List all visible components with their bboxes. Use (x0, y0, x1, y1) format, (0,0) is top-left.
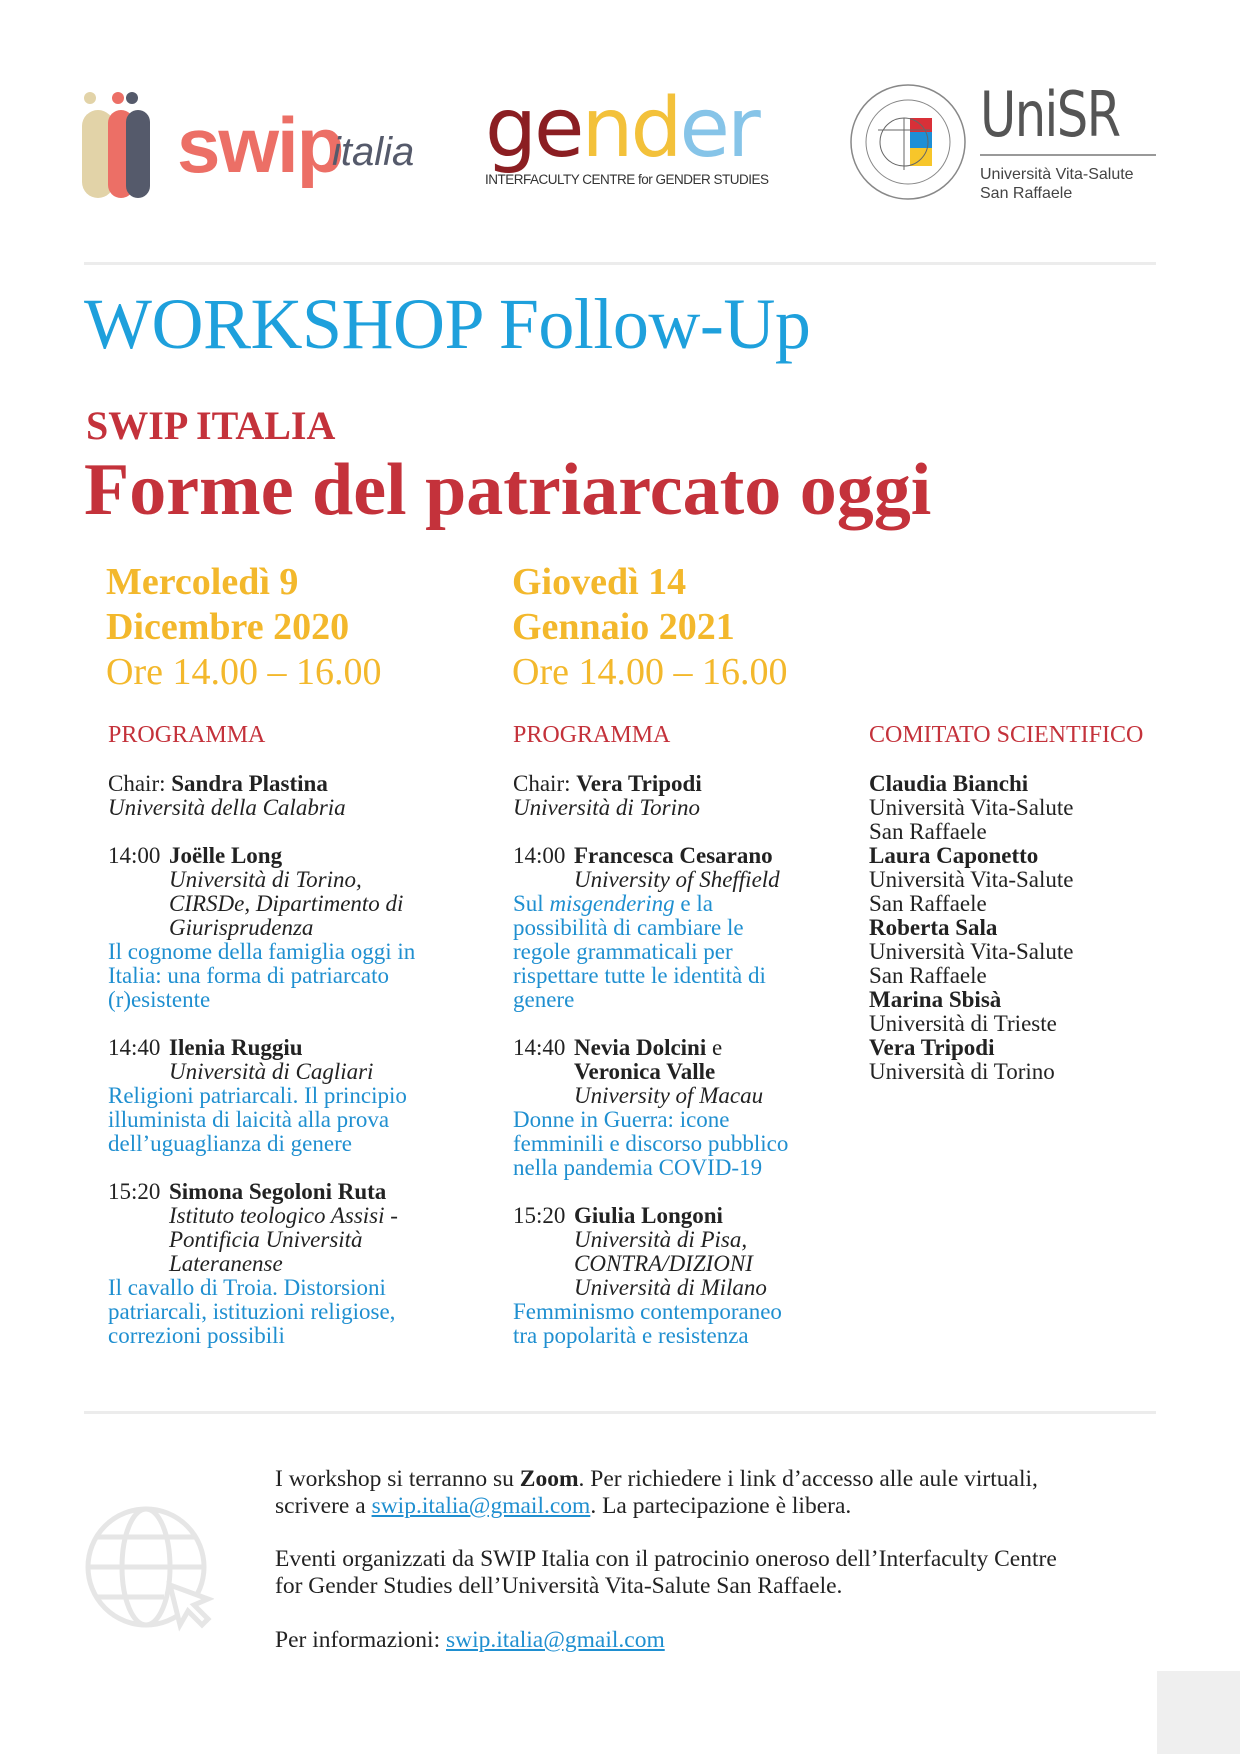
talk (108, 844, 415, 1012)
speaker-info (574, 1036, 763, 1108)
speaker-name-line (169, 844, 403, 868)
talk-title-line (108, 1324, 415, 1348)
talk-title-line (108, 940, 415, 964)
talk-title-text: regole grammaticali per (513, 939, 733, 964)
talk-title-text: Sul (513, 891, 550, 916)
text: scrivere a (275, 1493, 372, 1519)
committee-member-affiliation: San Raffaele (869, 819, 987, 844)
talk-title-line (513, 964, 788, 988)
session-1-date (106, 560, 381, 695)
speaker-name: Simona Segoloni Ruta (169, 1179, 387, 1204)
gender-nd: nd (581, 81, 680, 176)
programme-session-1 (108, 723, 415, 1372)
talk-time: 14:40 (108, 1035, 161, 1060)
speaker-affiliation: Università di Pisa, (574, 1227, 748, 1252)
talk-title-line (513, 916, 788, 940)
committee-member-affiliation: San Raffaele (869, 963, 987, 988)
text: I workshop si terranno su (275, 1466, 520, 1492)
session-date-line: Dicembre 2020 (106, 606, 350, 648)
chair-label: Chair: (513, 771, 577, 796)
committee-member-name: Vera Tripodi (869, 1035, 995, 1060)
talk-title-text: Donne in Guerra: icone (513, 1107, 730, 1132)
speaker-name: Francesca Cesarano (574, 843, 773, 868)
committee-member-name: Laura Caponetto (869, 843, 1039, 868)
talk-title-line (108, 1300, 415, 1324)
talk-title-text: nella pandemia COVID-19 (513, 1155, 763, 1180)
programme-heading: PROGRAMMA (108, 722, 266, 748)
speaker-info (574, 1204, 767, 1300)
talk-title-text: Italia: una forma di patriarcato (108, 963, 389, 988)
divider-top (84, 262, 1156, 265)
talk-speaker-row (108, 844, 415, 940)
speaker-name: Giulia Longoni (574, 1203, 723, 1228)
gender-logo (485, 81, 785, 188)
talk-title-text: e la (674, 891, 713, 916)
globe-cursor-icon (84, 1503, 214, 1638)
email-link[interactable]: swip.italia@gmail.com (371, 1493, 591, 1519)
talk-time: 14:40 (513, 1035, 566, 1060)
talk-title-text: Il cavallo di Troia. Distorsioni (108, 1275, 386, 1300)
chair-affiliation: Università di Torino (513, 795, 701, 820)
talk-title-text: femminili e discorso pubblico (513, 1131, 789, 1156)
talk (108, 1180, 415, 1348)
info-email-link[interactable]: swip.italia@gmail.com (445, 1627, 665, 1653)
talk (513, 1204, 788, 1348)
speaker-affiliation: Università di Torino, (169, 867, 362, 892)
footer-info (275, 1627, 665, 1654)
talk-title-text: patriarcali, istituzioni religiose, (108, 1299, 396, 1324)
talk-title-line (108, 1084, 415, 1108)
chair-block (108, 772, 415, 820)
talk-title-text: dell’uguaglianza di genere (108, 1131, 352, 1156)
talk-title-text: Femminismo contemporaneo (513, 1299, 782, 1324)
main-title: Forme del patriarcato oggi (84, 449, 932, 531)
gender-er: er (679, 81, 758, 176)
footer-zoom-note (275, 1466, 1038, 1520)
talk-speaker-row (513, 844, 788, 892)
committee-heading: COMITATO SCIENTIFICO (869, 722, 1144, 748)
speaker-affiliation: University of Macau (574, 1083, 764, 1108)
talk-title-line (108, 1108, 415, 1132)
gender-ge: ge (485, 81, 582, 176)
divider-bottom (84, 1411, 1156, 1414)
speaker-affiliation: University of Sheffield (574, 867, 780, 892)
programme-heading: PROGRAMMA (513, 722, 671, 748)
talk-title-text: Religioni patriarcali. Il principio (108, 1083, 407, 1108)
chair-line (513, 772, 788, 796)
talk-speaker-row (108, 1036, 415, 1084)
chair-line (108, 772, 415, 796)
speaker-affiliation: CIRSDe, Dipartimento di (169, 891, 404, 916)
talk-title-line (513, 1300, 788, 1324)
talk-title-text: misgendering (549, 891, 675, 916)
talk-time: 14:00 (108, 843, 161, 868)
chair-label: Chair: (108, 771, 172, 796)
speaker-name-line (574, 1204, 767, 1228)
talk-speaker-row (513, 1036, 788, 1108)
committee-member-affiliation: Università Vita-Salute (869, 795, 1074, 820)
text: . Per richiedere i link d’accesso alle aule virtuali, (578, 1466, 1038, 1492)
speaker-name-line (169, 1180, 398, 1204)
talk-title-text: illuminista di laicità alla prova (108, 1107, 390, 1132)
talk-title-text: (r)esistente (108, 987, 211, 1012)
speaker-info (574, 844, 780, 892)
programme-session-2 (513, 723, 788, 1372)
talk-title-line (108, 1276, 415, 1300)
speaker-affiliation: Lateranense (169, 1251, 283, 1276)
session-time: Ore 14.00 – 16.00 (106, 651, 382, 693)
committee-member-affiliation: Università di Torino (869, 1059, 1055, 1084)
committee-member-affiliation: Università Vita-Salute (869, 867, 1074, 892)
talk-title-line (513, 892, 788, 916)
talk (513, 844, 788, 1012)
text: . La partecipazione è libera. (590, 1493, 852, 1519)
text: Eventi organizzati da SWIP Italia con il patrocinio oneroso dell’Interfaculty Centre (275, 1546, 1057, 1572)
speaker-affiliation: CONTRA/DIZIONI (574, 1251, 753, 1276)
speaker-name: Veronica Valle (574, 1059, 716, 1084)
talk-title-line (513, 940, 788, 964)
talk-title-line (108, 964, 415, 988)
speaker-info (169, 844, 403, 940)
speaker-name: e (706, 1035, 723, 1060)
talk-title-line (513, 1324, 788, 1348)
chair-name: Vera Tripodi (576, 771, 702, 796)
text: for Gender Studies dell’Università Vita-Salute San Raffaele. (275, 1573, 843, 1599)
workshop-title: WORKSHOP Follow-Up (84, 284, 811, 364)
talk-title-line (108, 1132, 415, 1156)
committee-member-affiliation: Università di Trieste (869, 1011, 1057, 1036)
speaker-affiliation: Pontificia Università (169, 1227, 363, 1252)
committee-member-affiliation: Università Vita-Salute (869, 939, 1074, 964)
talk-title-line (513, 1108, 788, 1132)
committee-member-affiliation: San Raffaele (869, 891, 987, 916)
session-2-date (512, 560, 787, 695)
chair-affiliation: Università della Calabria (108, 795, 346, 820)
footer-sponsor-note (275, 1546, 1057, 1600)
unisr-logo (848, 78, 1158, 202)
session-date-line: Mercoledì 9 (106, 561, 299, 603)
talk-title-line (513, 1132, 788, 1156)
talk-time: 14:00 (513, 843, 566, 868)
speaker-info (169, 1036, 373, 1084)
zoom-label: Zoom (519, 1466, 579, 1492)
unisr-seal-icon (848, 82, 968, 202)
talk (108, 1036, 415, 1156)
committee-member-name: Marina Sbisà (869, 987, 1002, 1012)
talk-title-line (108, 988, 415, 1012)
scientific-committee (869, 723, 1143, 1084)
talk-time: 15:20 (108, 1179, 161, 1204)
unisr-line1: Università Vita-Salute (980, 166, 1134, 183)
speaker-name-line (574, 1036, 763, 1060)
swip-italia-logo (82, 90, 422, 200)
gender-subtitle: INTERFACULTY CENTRE for GENDER STUDIES (485, 172, 769, 187)
unisr-line2: San Raffaele (980, 185, 1073, 202)
talk-time: 15:20 (513, 1203, 566, 1228)
session-date-line: Giovedì 14 (512, 561, 687, 603)
session-time: Ore 14.00 – 16.00 (512, 651, 788, 693)
talk-title-text: tra popolarità e resistenza (513, 1323, 749, 1348)
talk-speaker-row (513, 1204, 788, 1300)
talk-title-line (513, 988, 788, 1012)
committee-member-name: Claudia Bianchi (869, 771, 1029, 796)
session-date-line: Gennaio 2021 (512, 606, 735, 648)
swip-wordmark: swip (177, 101, 343, 189)
talk-title-text: rispettare tutte le identità di (513, 963, 766, 988)
speaker-affiliation: Università di Cagliari (169, 1059, 374, 1084)
speaker-name: Ilenia Ruggiu (169, 1035, 303, 1060)
speaker-name-line (574, 844, 780, 868)
organizer-subtitle: SWIP ITALIA (86, 403, 336, 448)
chair-block (513, 772, 788, 820)
speaker-info (169, 1180, 398, 1276)
text: Per informazioni: (275, 1627, 446, 1653)
unisr-wordmark: UniSR (980, 78, 1120, 151)
talk-title-text: genere (513, 987, 575, 1012)
speaker-name-line (574, 1060, 763, 1084)
committee-member-name: Roberta Sala (869, 915, 998, 940)
speaker-affiliation: Università di Milano (574, 1275, 767, 1300)
talk (513, 1036, 788, 1180)
speaker-affiliation: Istituto teologico Assisi - (169, 1203, 398, 1228)
speaker-name: Nevia Dolcini (574, 1035, 707, 1060)
corner-box (1157, 1671, 1240, 1754)
talk-title-text: Il cognome della famiglia oggi in (108, 939, 416, 964)
talk-title-text: correzioni possibili (108, 1323, 285, 1348)
speaker-name-line (169, 1036, 373, 1060)
speaker-name: Joëlle Long (169, 843, 283, 868)
talk-speaker-row (108, 1180, 415, 1276)
talk-title-line (513, 1156, 788, 1180)
italia-wordmark: italia (332, 130, 415, 174)
chair-name: Sandra Plastina (171, 771, 328, 796)
speaker-affiliation: Giurisprudenza (169, 915, 314, 940)
talk-title-text: possibilità di cambiare le (513, 915, 744, 940)
